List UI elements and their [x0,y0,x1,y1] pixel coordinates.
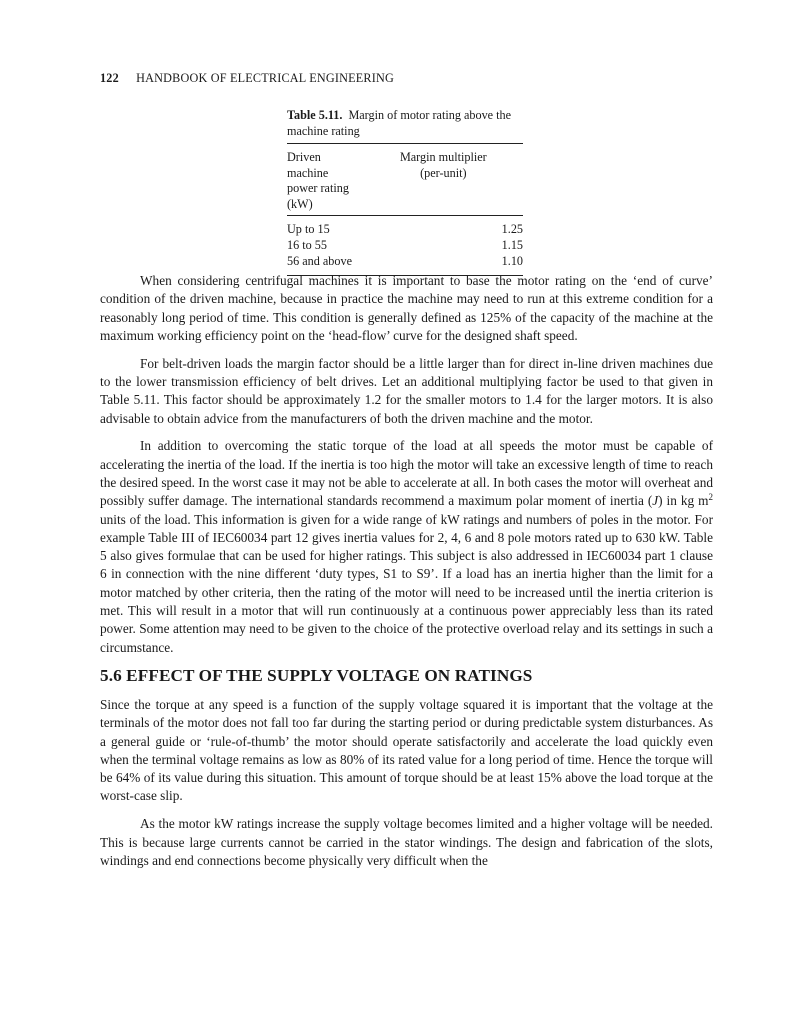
paragraph-centrifugal: When considering centrifugal machines it is important to base the motor rating on the ‘end of curve’ condition of the driven machine, because in practice the machine may need to run at this extreme condition for a reasonably long period of time. This condition is generally defined as 125% of the capacity of the machine at the maximum working efficiency point on the ‘head-flow’ curve for the designed shaft speed. [100,273,713,343]
running-header [100,71,716,86]
header-margin-multiplier: Margin multiplier (per-unit) [399,150,487,180]
symbol-j: J [652,493,659,509]
margin-table [287,143,523,276]
body-text [100,272,713,880]
table-number: Table 5.11. [287,108,343,122]
table-row [287,237,523,253]
table-cell-rating: 16 to 55 [287,238,327,252]
paragraph-supply-voltage: Since the torque at any speed is a function of the supply voltage squared it is important that the voltage at the terminals of the motor does not fall too far during the starting period or during predictable system disturbances. As a general guide or ‘rule-of-thumb’ the motor should operate satisfactorily and accelerate the load quickly even when the terminal voltage remains as low as 80% of its rated value for a long period of time. Hence the torque will be 64% of its value during this situation. This amount of torque should be at least 15% above the load torque at the worst-case slip. [100,696,713,804]
running-title: HANDBOOK OF ELECTRICAL ENGINEERING [136,71,395,85]
page-number: 122 [100,71,119,85]
table-header-row [287,144,523,216]
superscript-2: 2 [708,492,713,503]
paragraph-belt-driven: For belt-driven loads the margin factor should be a little larger than for direct in-line driven machines due to the lower transmission efficiency of belt drives. Let an additional multiplying factor be used to that given in Table 5.11. This factor should be approximately 1.2 for the smaller motors to 1.4 for the larger motors. It is also advisable to obtain advice from the manufacturers of both the driven machine and the motor. [100,355,713,426]
section-title: 5.6 EFFECT OF THE SUPPLY VOLTAGE ON RATINGS [100,666,533,686]
table-caption [287,108,527,139]
table-cell-rating: 56 and above [287,254,352,268]
table-cell-rating: Up to 15 [287,222,330,236]
paragraph-kw-ratings: As the motor kW ratings increase the supply voltage becomes limited and a higher voltage will be needed. This is because large currents cannot be carried in the stator windings. The design and fabrication of the slots, windings and end connections become physically very difficult when the [100,816,713,868]
table-row [287,216,523,238]
header-driven-machine: Driven machine power rating (kW) [287,150,349,211]
table-caption-text: Margin of motor rating above the machine rating [287,108,512,138]
paragraph-inertia: In addition to overcoming the static torque of the load at all speeds the motor must be capable of accelerating the inertia of the load. If the inertia is too high the motor will take an excessive length of time to reach the desired speed. In the worst case it may not be able to accelerate at all. In both cases the motor will overheat and possibly suffer damage. The international standards recommend a maximum polar moment of inertia (J) in kg $m^2$ units of the load. This information is given for a wide range of kW ratings and numbers of poles in the motor. For example Table III of IEC60034 part 12 gives inertia values for 2, 4, 6 and 8 pole motors rated up to 630 kW. Table 5 also gives formulae that can be used for higher ratings. This subject is also addressed in IEC60034 part 1 clause 6 in connection with the nine different ‘duty types, S1 to S9’. If a load has an inertia higher than the limit for a motor matched by other criteria, then the rating of the motor will need to be increased until the inertia criterion is met. This will result in a motor that will run continuously at a continuous power appreciably less than its rated power. Some attention may need to be given to the choice of the protective overload relay and its settings in such a circumstance. [100,438,713,655]
table-cell-multiplier: 1.10 [501,254,523,268]
table-cell-multiplier: 1.15 [501,238,523,252]
table-cell-multiplier: 1.25 [501,222,523,236]
